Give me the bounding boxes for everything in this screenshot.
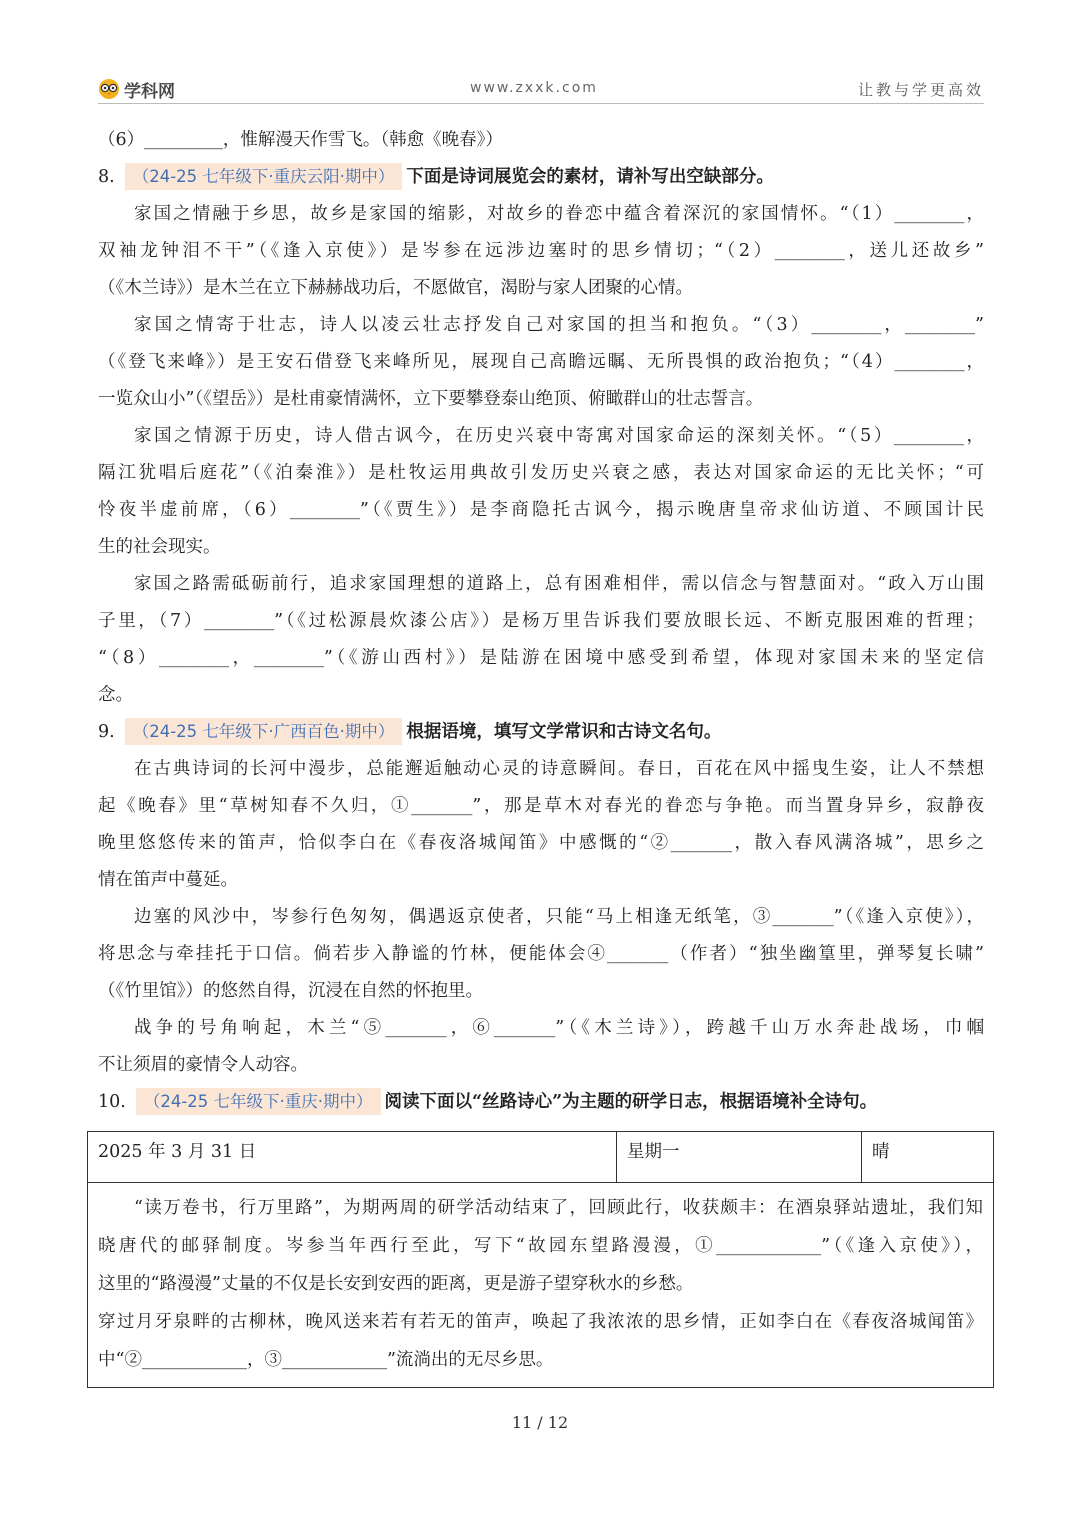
text-line: 家国之情寄于壮志，诗人以凌云壮志抒发自己对家国的担当和抱负。“（3）________，________” (134, 315, 984, 335)
text-line: 隔江犹唱后庭花”（《泊秦淮》）是杜牧运用典故引发历史兴衰之感，表达对国家命运的无比关怀；“可 (98, 463, 984, 483)
logo-text: 学科网 (124, 81, 175, 102)
text-line: 将思念与牵挂托于口信。倘若步入静谧的竹林，便能体会④_______（作者）“独坐幽篁里，弹琴复长啸” (98, 944, 984, 964)
text-line: 家国之情源于历史，诗人借古讽今，在历史兴衰中寄寓对国家命运的深刻关怀。“（5）________， (134, 426, 984, 446)
study-diary-table (87, 1131, 994, 1388)
site-url: www.zxxk.com (470, 80, 598, 96)
text-line: 边塞的风沙中，岑参行色匆匆，偶遇返京使者，只能“马上相逢无纸笔，③_______”（《逢入京使》）， (134, 907, 984, 927)
text-line: （《竹里馆》）的悠然自得，沉浸在自然的怀抱里。 (98, 981, 483, 1001)
text-line: 战争的号角响起，木兰“⑤_______，⑥_______”（《木兰诗》），跨越千山万水奔赴战场，巾帼 (134, 1018, 984, 1038)
page-number: 11 / 12 (511, 1413, 569, 1432)
text-line: 念。 (98, 685, 133, 705)
question-10-heading (98, 1084, 984, 1121)
question-9-heading (98, 714, 984, 751)
text-line: （《木兰诗》）是木兰在立下赫赫战功后，不愿做官，渴盼与家人团聚的心情。 (98, 278, 693, 298)
source-tag: （24-25 七年级下·重庆云阳·期中） (125, 163, 403, 190)
text-line: （6）_________，惟解漫天作雪飞。（韩愈《晚春》） (98, 130, 503, 150)
text-line: 在古典诗词的长河中漫步，总能邂逅触动心灵的诗意瞬间。春日，百花在风中摇曳生姿，让人不禁想 (134, 759, 984, 779)
question-8-heading (98, 159, 984, 196)
text-line: 晚里悠悠传来的笛声，恰似李白在《春夜洛城闻笛》中感慨的“②_______，散入春风满洛城”，思乡之 (98, 833, 984, 853)
question-prompt: 根据语境，填写文学常识和古诗文名句。 (406, 722, 722, 742)
text-line: 子里，（7）________”（《过松源晨炊漆公店》）是杨万里告诉我们要放眼长远、不断克服困难的哲理； (98, 611, 984, 631)
text-line: 家国之情融于乡思，故乡是家国的缩影，对故乡的眷恋中蕴含着深沉的家国情怀。“（1）________， (134, 204, 984, 224)
text-line: 晓唐代的邮驿制度。岑参当年西行至此，写下“故园东望路漫漫，①____________”（《逢入京使》）， (98, 1236, 983, 1256)
header-divider (98, 103, 984, 104)
text-line: “读万卷书，行万里路”，为期两周的研学活动结束了，回顾此行，收获颇丰：在酒泉驿站遗址，我们知 (134, 1198, 983, 1218)
diary-body (88, 1183, 994, 1388)
question-number: 10. (98, 1092, 126, 1112)
diary-header-row (88, 1132, 994, 1183)
text-line: 起《晚春》里“草树知春不久归，①_______”，那是草木对春光的眷恋与争艳。而当置身异乡，寂静夜 (98, 796, 984, 816)
text-line: 双袖龙钟泪不干”（《逢入京使》）是岑参在远涉边塞时的思乡情切；“（2）________，送儿还故乡” (98, 241, 984, 261)
text-line: 生的社会现实。 (98, 537, 221, 557)
text-line: 家国之路需砥砺前行，追求家国理想的道路上，总有困难相伴，需以信念与智慧面对。“政入万山围 (134, 574, 984, 594)
diary-date: 2025 年 3 月 31 日 (88, 1132, 617, 1183)
text-line: 一览众山小”（《望岳》）是杜甫豪情满怀，立下要攀登泰山绝顶、俯瞰群山的壮志誓言。 (98, 389, 764, 409)
text-line: （《登飞来峰》）是王安石借登飞来峰所见，展现自己高瞻远瞩、无所畏惧的政治抱负；“（4）________， (98, 352, 984, 372)
diary-weather: 晴 (862, 1132, 994, 1183)
text-line: 情在笛声中蔓延。 (98, 870, 238, 890)
diary-weekday: 星期一 (617, 1132, 862, 1183)
text-line: 这里的“路漫漫”丈量的不仅是长安到安西的距离，更是游子望穿秋水的乡愁。 (98, 1274, 694, 1294)
question-number: 8. (98, 167, 115, 187)
question-prompt: 阅读下面以“丝路诗心”为主题的研学日志，根据语境补全诗句。 (384, 1092, 878, 1112)
text-line: “（8）________，________”（《游山西村》）是陆游在困境中感受到希望，体现对家国未来的坚定信 (98, 648, 984, 668)
document-body (98, 122, 984, 1121)
question-number: 9. (98, 722, 115, 742)
header-slogan: 让教与学更高效 (857, 81, 984, 99)
question-prompt: 下面是诗词展览会的素材，请补写出空缺部分。 (406, 167, 774, 187)
source-tag: （24-25 七年级下·重庆·期中） (136, 1088, 381, 1115)
text-line: 穿过月牙泉畔的古柳林，晚风送来若有若无的笛声，唤起了我浓浓的思乡情，正如李白在《春夜洛城闻笛》 (98, 1312, 983, 1332)
brand-logo (98, 76, 175, 102)
owl-logo-icon (98, 78, 120, 100)
text-line: 中“②____________，③____________”流淌出的无尽乡思。 (98, 1350, 554, 1370)
text-line: 怜夜半虚前席，（6）________”（《贾生》）是李商隐托古讽今，揭示晚唐皇帝求仙访道、不顾国计民 (98, 500, 984, 520)
text-line: 不让须眉的豪情令人动容。 (98, 1055, 308, 1075)
page-header (98, 76, 984, 104)
source-tag: （24-25 七年级下·广西百色·期中） (125, 718, 403, 745)
diary-body-row (88, 1183, 994, 1388)
